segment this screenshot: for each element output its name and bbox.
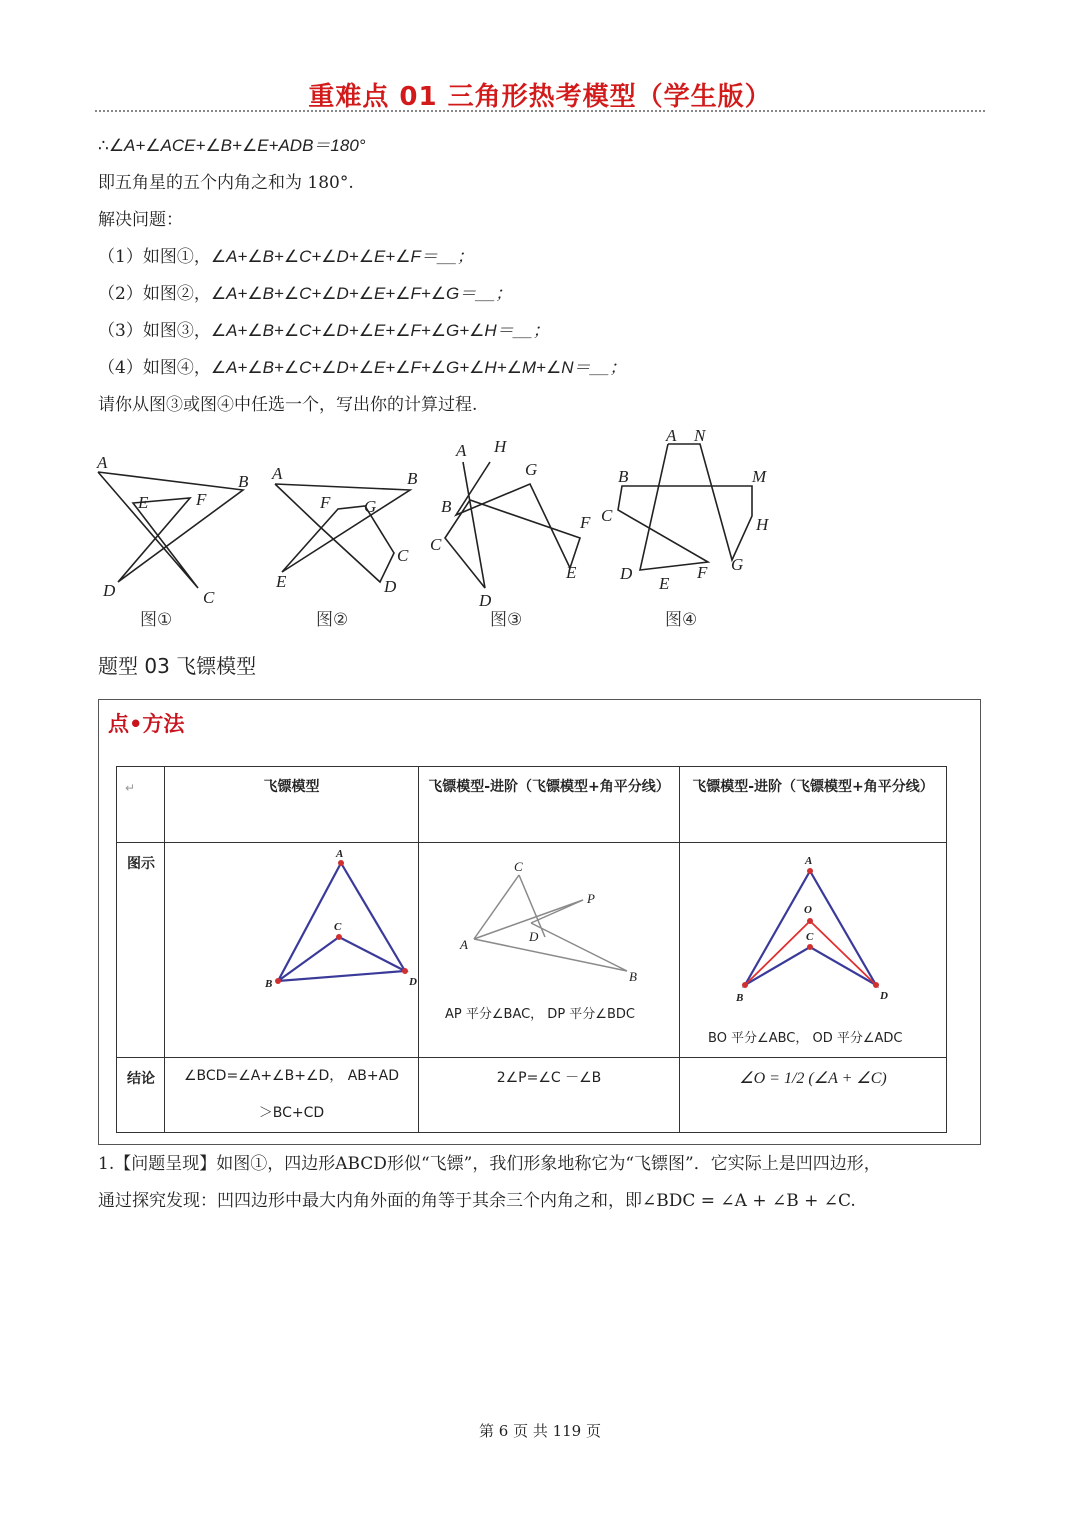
conclusion-bisector-1: 2∠P=∠C －∠B bbox=[419, 1058, 680, 1133]
q2-expr: ∠A+∠B+∠C+∠D+∠E+∠F+∠G＝__； bbox=[210, 284, 513, 303]
q2-prefix: （2）如图②， bbox=[98, 284, 211, 304]
fig3-label: H bbox=[494, 437, 507, 456]
dart-label: A bbox=[336, 848, 344, 860]
dart-label: B bbox=[265, 978, 273, 990]
bisector1-label: P bbox=[587, 891, 595, 906]
fig1-label: D bbox=[103, 581, 116, 600]
fig1-lines bbox=[98, 472, 243, 588]
conclusion-bisector-2: ∠O = 1/2 (∠A + ∠C) bbox=[680, 1058, 947, 1133]
fig3-lines bbox=[445, 462, 580, 588]
fig1-label: C bbox=[203, 588, 215, 607]
dart-label: C bbox=[334, 921, 342, 933]
question-3 bbox=[98, 316, 550, 341]
fig3-label: C bbox=[430, 535, 442, 554]
angle-sum-equation: ∴∠A+∠ACE+∠B+∠E+ADB＝180° bbox=[98, 136, 366, 155]
fig2-label: C bbox=[397, 546, 409, 565]
fig4-caption: 图④ bbox=[665, 610, 698, 630]
problem-line-1: 1.【问题呈现】如图①，四边形ABCD形似“飞镖”，我们形象地称它为“飞镖图”．它实际上是凹四边形， bbox=[98, 1154, 881, 1174]
dart-diagram bbox=[165, 843, 418, 1053]
q4-expr: ∠A+∠B+∠C+∠D+∠E+∠F+∠G+∠H+∠M+∠N＝__； bbox=[210, 358, 627, 377]
bisector2-label: A bbox=[805, 855, 813, 867]
fig3-label: A bbox=[456, 441, 467, 460]
fig1-label: A bbox=[97, 453, 108, 472]
fig1-label: E bbox=[138, 493, 149, 512]
col-header-advanced-2: 飞镖模型-进阶（飞镖模型+角平分线） bbox=[680, 767, 947, 843]
instruction: 请你从图③或图④中任选一个，写出你的计算过程. bbox=[98, 395, 478, 415]
col-header-dart: 飞镖模型 bbox=[165, 767, 419, 843]
page-title: 重难点 01 三角形热考模型（学生版） bbox=[308, 82, 772, 112]
fig2-label: G bbox=[364, 497, 377, 516]
question-1 bbox=[98, 242, 474, 267]
row-label-diagram: 图示 bbox=[117, 843, 165, 1058]
section-title: 题型 03 飞镖模型 bbox=[98, 654, 257, 678]
fig3-label: B bbox=[441, 497, 452, 516]
bisector1-caption: AP 平分∠BAC， DP 平分∠BDC bbox=[445, 1007, 635, 1022]
q1-prefix: （1）如图①， bbox=[98, 247, 211, 267]
fig2-label: F bbox=[320, 493, 331, 512]
fig1-label: F bbox=[196, 490, 207, 509]
figures-row bbox=[0, 420, 1080, 635]
fig1-label: B bbox=[238, 472, 249, 491]
title-divider bbox=[95, 110, 985, 112]
page-footer: 第 6 页 共 119 页 bbox=[478, 1422, 601, 1440]
fig3-label: D bbox=[479, 591, 492, 610]
fig3-label: F bbox=[580, 513, 591, 532]
problem-line-2: 通过探究发现：凹四边形中最大内角外面的角等于其余三个内角之和，即∠BDC = ∠A + ∠B + ∠C. bbox=[98, 1191, 856, 1211]
question-2 bbox=[98, 279, 512, 304]
conclusion-dart: ∠BCD=∠A+∠B+∠D， AB+AD＞BC+CD bbox=[165, 1058, 419, 1133]
method-heading: 点•方法 bbox=[108, 712, 185, 736]
fig4-label: H bbox=[756, 515, 769, 534]
bisector-diagram-2 bbox=[680, 843, 946, 1023]
fig4-label: E bbox=[659, 574, 670, 593]
q4-prefix: （4）如图④， bbox=[98, 358, 211, 378]
fig4-label: C bbox=[601, 506, 613, 525]
q3-expr: ∠A+∠B+∠C+∠D+∠E+∠F+∠G+∠H＝__； bbox=[210, 321, 550, 340]
fig4-label: N bbox=[694, 426, 706, 445]
text-line-1 bbox=[98, 131, 366, 156]
col-header-advanced-1: 飞镖模型-进阶（飞镖模型+角平分线） bbox=[419, 767, 680, 843]
bisector-diagram-1 bbox=[419, 843, 679, 1013]
fig4-label: M bbox=[752, 467, 767, 486]
bisector1-label: B bbox=[629, 969, 637, 984]
fig4-label: A bbox=[666, 426, 677, 445]
fig2-label: E bbox=[276, 572, 287, 591]
text-line-2: 即五角星的五个内角之和为 180°. bbox=[98, 173, 354, 193]
fig4-label: G bbox=[731, 555, 744, 574]
fig2-label: D bbox=[384, 577, 397, 596]
dart-label: D bbox=[409, 976, 417, 988]
diagram-cell-2 bbox=[419, 843, 680, 1058]
question-4 bbox=[98, 353, 626, 378]
diagram-cell-3 bbox=[680, 843, 947, 1058]
bisector2-label: O bbox=[804, 904, 812, 916]
bisector1-label: C bbox=[514, 859, 523, 874]
fig4-label: D bbox=[620, 564, 633, 583]
q3-prefix: （3）如图③， bbox=[98, 321, 211, 341]
bisector2-label: C bbox=[806, 931, 814, 943]
table-corner-cell: ↵ bbox=[117, 767, 165, 843]
row-label-conclusion: 结论 bbox=[117, 1058, 165, 1133]
fig2-lines bbox=[275, 484, 410, 582]
q1-expr: ∠A+∠B+∠C+∠D+∠E+∠F＝__； bbox=[210, 247, 474, 266]
bisector1-label: A bbox=[460, 937, 468, 952]
fig3-label: E bbox=[566, 563, 577, 582]
bisector2-label: D bbox=[880, 990, 888, 1002]
fig2-label: A bbox=[272, 464, 283, 483]
diagram-cell-1 bbox=[165, 843, 419, 1058]
fig4-lines bbox=[618, 444, 752, 570]
fig3-label: G bbox=[525, 460, 538, 479]
fig3-caption: 图③ bbox=[490, 610, 523, 630]
fig2-label: B bbox=[407, 469, 418, 488]
model-table bbox=[116, 766, 947, 1133]
fig4-label: F bbox=[697, 563, 708, 582]
bisector2-caption: BO 平分∠ABC， OD 平分∠ADC bbox=[708, 1031, 903, 1046]
bisector2-label: B bbox=[736, 992, 744, 1004]
fig4-label: B bbox=[618, 467, 629, 486]
fig1-caption: 图① bbox=[140, 610, 173, 630]
fig2-caption: 图② bbox=[316, 610, 349, 630]
text-line-3: 解决问题： bbox=[98, 210, 183, 230]
bisector1-label: D bbox=[529, 929, 539, 944]
